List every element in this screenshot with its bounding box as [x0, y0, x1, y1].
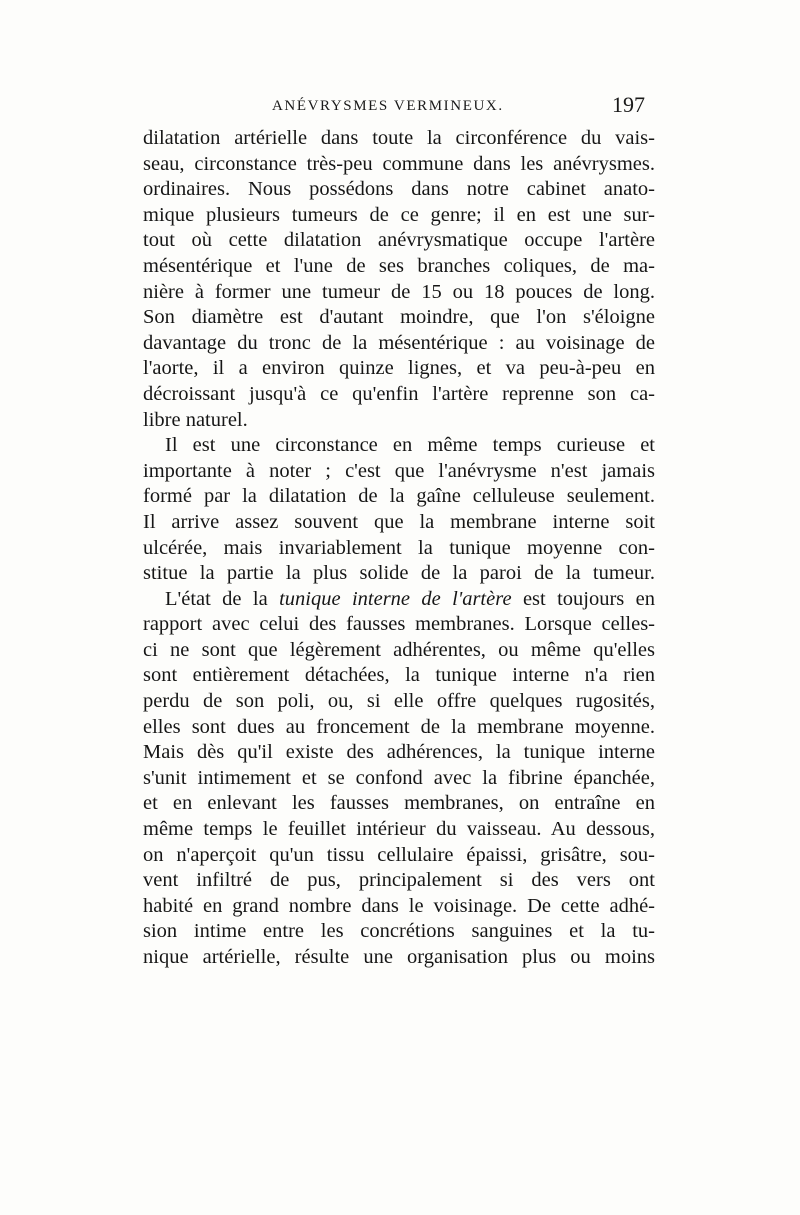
text-line: Il arrive assez souvent que la membrane interne soit: [143, 510, 655, 533]
page-number: 197: [612, 92, 645, 117]
text-line: [143, 587, 655, 613]
text-line: mésentérique et l'une de ses branches coliques, de ma-: [143, 254, 655, 277]
text-line: perdu de son poli, ou, si elle offre quelques rugosités,: [143, 690, 655, 713]
text-line: et en enlevant les fausses membranes, on entraîne en: [143, 792, 655, 815]
text-line: nique artérielle, résulte une organisation plus ou moins: [143, 946, 655, 968]
text-line: tout où cette dilatation anévrysmatique occupe l'artère: [143, 229, 655, 252]
text-line: sion intime entre les concrétions sanguines et la tu-: [143, 920, 655, 943]
text-line: mique plusieurs tumeurs de ce genre; il en est une sur-: [143, 203, 655, 226]
text-line: davantage du tronc de la mésentérique : au voisinage de: [143, 331, 655, 354]
text-run: est toujours en: [511, 587, 656, 610]
paragraph-3: [143, 587, 655, 971]
text-line: seau, circonstance très-peu commune dans les anévrysmes.: [143, 152, 655, 175]
paragraph-2: [143, 433, 655, 587]
text-line: ulcérée, mais invariablement la tunique moyenne con-: [143, 536, 655, 559]
italic-term: tunique interne de l'artère: [279, 587, 512, 610]
text-line: ci ne sont que légèrement adhérentes, ou même qu'elles: [143, 638, 655, 661]
body-text: [143, 126, 655, 971]
text-line: sont entièrement détachées, la tunique interne n'a rien: [143, 664, 655, 687]
text-line: on n'aperçoit qu'un tissu cellulaire épaissi, grisâtre, sou-: [143, 843, 655, 866]
text-line: l'aorte, il a environ quinze lignes, et va peu-à-peu en: [143, 357, 655, 380]
text-line: Son diamètre est d'autant moindre, que l'on s'éloigne: [143, 306, 655, 329]
text-line: même temps le feuillet intérieur du vaisseau. Au dessous,: [143, 818, 655, 841]
text-line: dilatation artérielle dans toute la circonférence du vais-: [143, 127, 655, 149]
text-line: elles sont dues au froncement de la membrane moyenne.: [143, 715, 655, 738]
text-line: habité en grand nombre dans le voisinage. De cette adhé-: [143, 894, 655, 917]
paragraph-1: [143, 126, 655, 433]
text-line: rapport avec celui des fausses membranes. Lorsque celles-: [143, 613, 655, 636]
text-line: stitue la partie la plus solide de la paroi de la tumeur.: [143, 562, 655, 585]
text-line: s'unit intimement et se confond avec la fibrine épanchée,: [143, 766, 655, 789]
text-line: Il est une circonstance en même temps curieuse et: [165, 434, 655, 457]
text-line: libre naturel.: [143, 408, 248, 431]
text-line: ordinaires. Nous possédons dans notre cabinet anato-: [143, 178, 655, 201]
text-line: nière à former une tumeur de 15 ou 18 pouces de long.: [143, 280, 655, 303]
text-line: vent infiltré de pus, principalement si des vers ont: [143, 869, 655, 892]
running-title: ANÉVRYSMES VERMINEUX.: [272, 98, 504, 114]
text-line: Mais dès qu'il existe des adhérences, la tunique interne: [143, 741, 655, 764]
text-line: formé par la dilatation de la gaîne celluleuse seulement.: [143, 485, 655, 508]
text-line: importante à noter ; c'est que l'anévrysme n'est jamais: [143, 459, 655, 482]
text-line: décroissant jusqu'à ce qu'enfin l'artère reprenne son ca-: [143, 382, 655, 405]
text-run: L'état de la: [165, 587, 280, 610]
